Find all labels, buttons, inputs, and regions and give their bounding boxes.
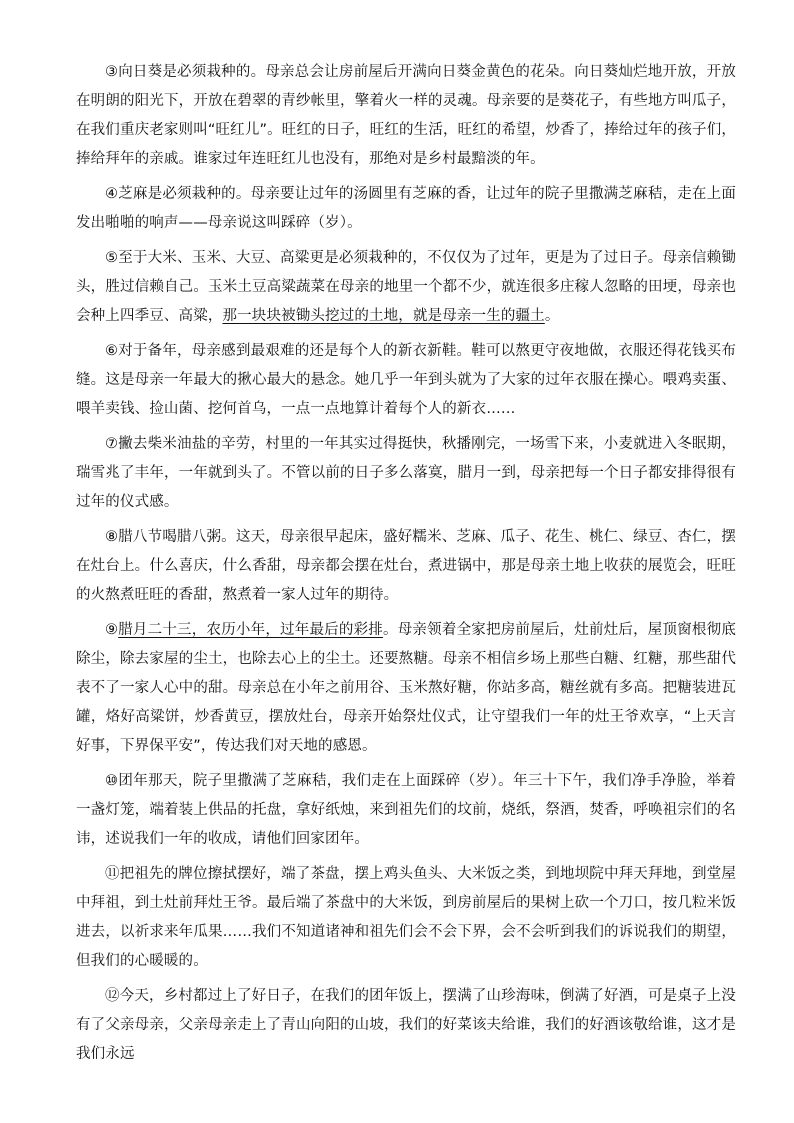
underlined-sentence: 那一块块被锄头挖过的土地，就是母亲一生的疆土 xyxy=(222,308,545,324)
paragraph-8: ⑧腊八节喝腊八粥。这天，母亲很早起床，盛好糯米、芝麻、瓜子、花生、桃仁、绿豆、杏仁，摆在灶台上。什么喜庆，什么香甜，母亲都会摆在灶台，煮进锅中，那是母亲土地上收获的展览会，旺旺的火熬煮旺旺的香甜，熬煮着一家人过年的期待。 xyxy=(76,529,736,603)
paragraph-11: ⑪把祖先的牌位擦拭摆好，端了茶盘，摆上鸡头鱼头、大米饭之类，到地坝院中拜天拜地，到堂屋中拜祖，到土灶前拜灶王爷。最后端了茶盘中的大米饭，到房前屋后的果树上砍一个刀口，按几粒米饭进去，以祈求来年瓜果……我们不知道诸神和祖先们会不会下界，会不会听到我们的诉说我们的期望，但我们的心暖暖的。 xyxy=(76,866,736,969)
paragraph-9 xyxy=(76,616,736,761)
underlined-phrase: 腊月二十三，农历小年，过年最后的彩排 xyxy=(118,622,384,638)
paragraph-7: ⑦撇去柴米油盐的辛劳，村里的一年其实过得挺快，秋播刚完，一场雪下来，小麦就进入冬眠期，瑞雪兆了丰年，一年就到头了。不管以前的日子多么落寞，腊月一到，母亲把每一个日子都安排得很有过年的仪式感。 xyxy=(76,436,736,510)
paragraph-5-end: 。 xyxy=(544,308,560,324)
paragraph-3: ③向日葵是必须栽种的。母亲总会让房前屋后开满向日葵金黄色的花朵。向日葵灿烂地开放，开放在明朗的阳光下，开放在碧翠的青纱帐里，擎着火一样的灵魂。母亲要的是葵花子，有些地方叫瓜子，在我们重庆老家则叫“旺红儿”。旺红的日子，旺红的生活，旺红的希望，炒香了，捧给过年的孩子们，捧给拜年的亲戚。谁家过年连旺红儿也没有，那绝对是乡村最黯淡的年。 xyxy=(76,64,736,167)
document-page xyxy=(76,58,736,1075)
paragraph-9-text: 。母亲领着全家把房前屋后，灶前灶后，屋顶窗根彻底除尘，除去家屋的尘土，也除去心上的尘土。还要熬糖。母亲不相信乡场上那些白糖、红糖，那些甜代表不了一家人心中的甜。母亲总在小年之前用谷、玉米熬好糖，你站多高，糖丝就有多高。把糖装进瓦罐，烙好高粱饼，炒香黄豆，摆放灶台，母亲开始祭灶仪式，让守望我们一年的灶王爷欢享，“上天言好事，下界保平安”，传达我们对天地的感恩。 xyxy=(76,622,736,754)
paragraph-9-marker: ⑨ xyxy=(105,622,119,638)
paragraph-6: ⑥对于备年，母亲感到最艰难的还是每个人的新衣新鞋。鞋可以熬更守夜地做，衣服还得花钱买布缝。这是母亲一年最大的揪心最大的悬念。她几乎一年到头就为了大家的过年衣服在操心。喂鸡卖蛋、喂羊卖钱、捡山菌、挖何首乌，一点一点地算计着每个人的新衣…… xyxy=(76,343,736,417)
paragraph-4: ④芝麻是必须栽种的。母亲要让过年的汤圆里有芝麻的香，让过年的院子里撒满芝麻秸，走在上面发出啪啪的响声——母亲说这叫踩碎（岁）。 xyxy=(76,186,736,231)
paragraph-5 xyxy=(76,244,736,331)
paragraph-5-text: ⑤至于大米、玉米、大豆、高粱更是必须栽种的，不仅仅为了过年，更是为了过日子。母亲信赖锄头，胜过信赖自己。玉米土豆高粱蔬菜在母亲的地里一个都不少，就连很多庄稼人忽略的田埂，母亲也会种上四季豆、高粱， xyxy=(76,250,736,324)
paragraph-10: ⑩团年那天，院子里撒满了芝麻秸，我们走在上面踩碎（岁）。年三十下午，我们净手净脸，举着一盏灯笼，端着装上供品的托盘，拿好纸烛，来到祖先们的坟前，烧纸，祭酒，焚香，呼唤祖宗们的名讳，述说我们一年的收成，请他们回家团年。 xyxy=(76,773,736,847)
paragraph-12: ⑫今天，乡村都过上了好日子，在我们的团年饭上，摆满了山珍海味，倒满了好酒，可是桌子上没有了父亲母亲，父亲母亲走上了青山向阳的山坡，我们的好菜该夫给谁，我们的好酒该敬给谁，这才是我们永远 xyxy=(76,988,736,1062)
